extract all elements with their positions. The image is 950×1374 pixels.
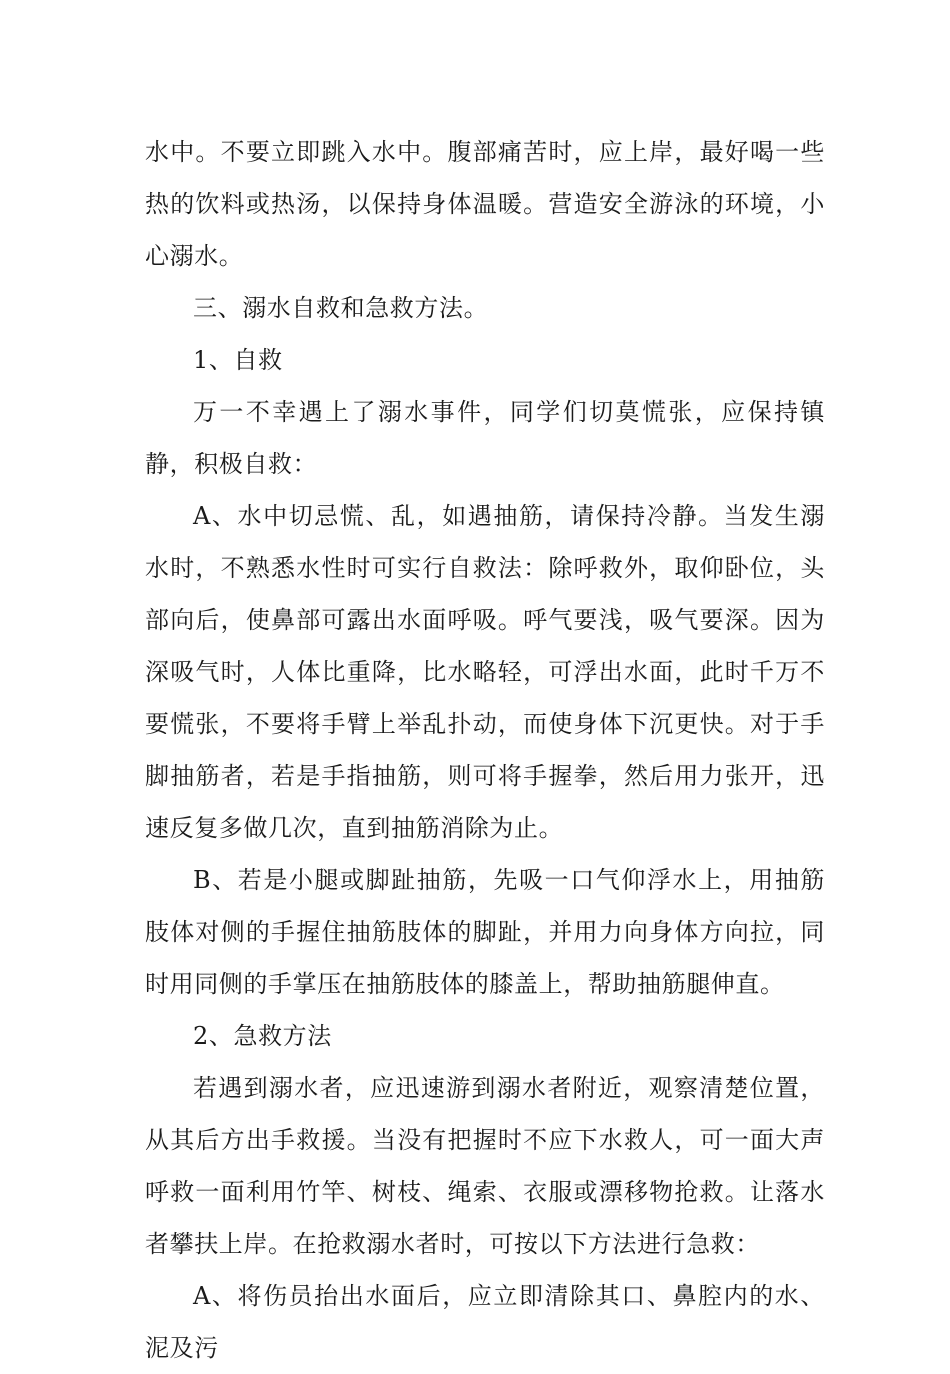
- paragraph-self-rescue-b: B、若是小腿或脚趾抽筋，先吸一口气仰浮水上，用抽筋肢体对侧的手握住抽筋肢体的脚趾，并用力向身体方向拉，同时用同侧的手掌压在抽筋肢体的膝盖上，帮助抽筋腿伸直。: [145, 866, 825, 998]
- paragraph-self-rescue-a: A、水中切忌慌、乱，如遇抽筋，请保持冷静。当发生溺水时，不熟悉水性时可实行自救法：除呼救外，取仰卧位，头部向后，使鼻部可露出水面呼吸。呼气要浅，吸气要深。因为深吸气时，人体比重降，比水略轻，可浮出水面，此时千万不要慌张，不要将手臂上举乱扑动，而使身体下沉更快。对于手脚抽筋者，若是手指抽筋，则可将手握拳，然后用力张开，迅速反复多做几次，直到抽筋消除为止。: [145, 502, 825, 842]
- paragraph-self-rescue-intro: 万一不幸遇上了溺水事件，同学们切莫慌张，应保持镇静，积极自救：: [145, 398, 825, 478]
- paragraph-first-aid-a: A、将伤员抬出水面后，应立即清除其口、鼻腔内的水、泥及污: [145, 1282, 825, 1362]
- subheading-self-rescue: 1、自救: [193, 346, 283, 374]
- subheading-first-aid: 2、急救方法: [193, 1022, 332, 1050]
- paragraph-first-aid-intro: 若遇到溺水者，应迅速游到溺水者附近，观察清楚位置，从其后方出手救援。当没有把握时不应下水救人，可一面大声呼救一面利用竹竿、树枝、绳索、衣服或漂移物抢救。让落水者攀扶上岸。在抢救溺水者时，可按以下方法进行急救：: [145, 1074, 825, 1258]
- section-heading-3: 三、溺水自救和急救方法。: [193, 294, 489, 322]
- paragraph-continuation: 水中。不要立即跳入水中。腹部痛苦时，应上岸，最好喝一些热的饮料或热汤，以保持身体温暖。营造安全游泳的环境，小心溺水。: [145, 138, 825, 270]
- document-body: [145, 126, 825, 1374]
